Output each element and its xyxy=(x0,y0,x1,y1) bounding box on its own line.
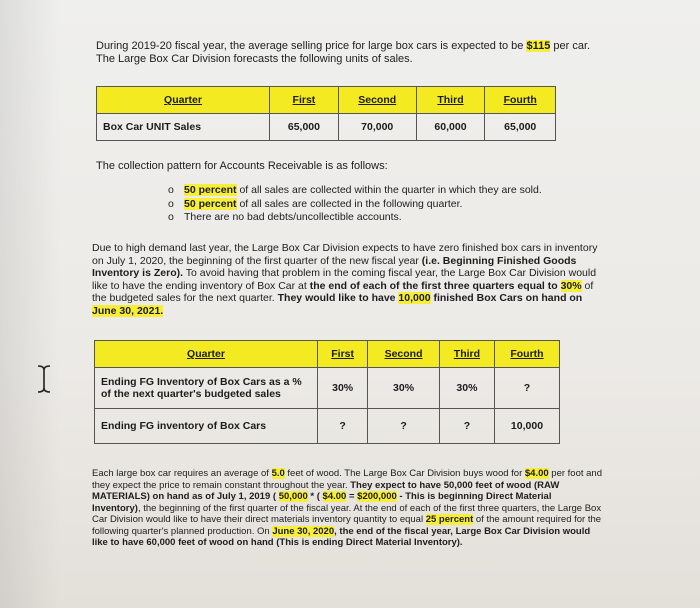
fg-units-q1: ? xyxy=(318,409,368,444)
text-cursor-icon xyxy=(36,364,52,402)
header-fourth: Fourth xyxy=(485,87,556,114)
intro-line1-end: per car. xyxy=(550,40,591,52)
sales-q2: 70,000 xyxy=(338,114,416,141)
fg-header-second: Second xyxy=(368,341,440,368)
fg-row-units xyxy=(95,409,560,444)
header-quarter: Quarter xyxy=(97,87,270,114)
fg-pct-q3: 30% xyxy=(439,368,494,409)
wood-text-j: Large Box Car Division would like to have 60,000 feet of wood on hand (This is ending Direct Material Inventory). xyxy=(92,525,591,548)
fg-table-header xyxy=(95,341,560,368)
fg-row-units-label: Ending FG inventory of Box Cars xyxy=(95,409,318,444)
wood-dash: - xyxy=(396,491,406,502)
wood-feet: 5.0 xyxy=(271,468,285,479)
bullet-marker: o xyxy=(168,184,174,196)
fg-header-fourth: Fourth xyxy=(494,341,559,368)
collection-heading: The collection pattern for Accounts Receivable is as follows: xyxy=(96,160,388,172)
page-shadow xyxy=(0,0,60,608)
bullet-item-3 xyxy=(168,211,542,225)
wood-text-g: , the beginning of the first quarter of the fiscal year. At the end of each of the first three quarters, the Large Box Car Division would like to have their direct materials inventory quantity to equal xyxy=(92,502,602,525)
fg-units-q3: ? xyxy=(439,409,494,444)
bullet-item-2 xyxy=(168,198,542,212)
fg-header-first: First xyxy=(318,341,368,368)
bullet-item-1 xyxy=(168,184,542,198)
wood-price: $4.00 xyxy=(524,468,549,479)
inventory-text-2: To avoid having that problem in the coming fiscal year, the Large Box Car Division would like to have the ending inventory of Box Car at xyxy=(92,267,597,292)
i-beam-icon xyxy=(36,364,52,394)
inventory-text-4: finished Box Cars on hand on xyxy=(430,292,583,304)
wood-date: June 30, 2020 xyxy=(272,525,335,537)
fg-units-q4: 10,000 xyxy=(494,409,559,444)
inventory-paragraph xyxy=(92,242,602,317)
inventory-amount: 10,000 xyxy=(398,292,431,304)
wood-text-b: feet of wood. The Large Box Car Division buys wood for xyxy=(284,468,525,479)
wood-unit-price: $4.00 xyxy=(322,491,347,502)
inventory-text-3b: They would like to have xyxy=(277,292,399,304)
sales-q1: 65,000 xyxy=(270,114,339,141)
bullet-highlight-2: 50 percent xyxy=(184,197,237,210)
sales-row-label: Box Car UNIT Sales xyxy=(97,114,270,141)
wood-equals: = xyxy=(346,491,358,502)
wood-total: $200,000 xyxy=(357,491,397,502)
inventory-text-3: of the budgeted sales for the next quarter. xyxy=(92,279,594,304)
fg-row-pct xyxy=(95,368,560,409)
wood-mult: * ( xyxy=(307,491,323,502)
wood-text-f: This is beginning Direct Material Inventory) xyxy=(92,491,552,514)
header-first: First xyxy=(270,87,339,114)
wood-text-d: They expect to have 50,000 feet of wood (RAW MATERIALS) on hand as of July 1, 2019 ( xyxy=(92,479,560,502)
inventory-pct: 30% xyxy=(560,279,582,292)
intro-line1: During 2019-20 fiscal year, the average selling price for large box cars is expected to be xyxy=(96,40,527,52)
wood-text-h: of the amount required for the following quarter's planned production. On xyxy=(92,514,602,537)
bullet-highlight-1: 50 percent xyxy=(184,184,237,196)
inventory-date: June 30, 2021. xyxy=(92,304,164,317)
bullet-text-3: There are no bad debts/uncollectible accounts. xyxy=(184,211,402,223)
price-highlight: $115 xyxy=(526,40,551,52)
collection-bullets xyxy=(168,184,542,225)
wood-pct: 25 percent xyxy=(425,514,474,525)
intro-line2: The Large Box Car Division forecasts the following units of sales. xyxy=(96,53,413,65)
wood-text-a: Each large box car requires an average of xyxy=(92,468,272,479)
inventory-text-2b: the end of each of the first three quarters equal to xyxy=(309,279,561,292)
wood-paragraph xyxy=(92,468,602,549)
inventory-text-1: Due to high demand last year, the Large Box Car Division expects to have zero finished box cars in inventory on July 1, 2020, the beginning of the first quarter of the new fiscal year xyxy=(92,242,598,267)
fg-pct-q4: ? xyxy=(494,368,559,409)
sales-row xyxy=(97,114,556,141)
sales-q4: 65,000 xyxy=(485,114,556,141)
header-third: Third xyxy=(416,87,485,114)
bullet-text-2: of all sales are collected in the following quarter. xyxy=(236,197,463,210)
sales-table xyxy=(96,86,556,141)
fg-pct-q1: 30% xyxy=(318,368,368,409)
bullet-marker: o xyxy=(168,211,174,223)
wood-text-i: , the end of the fiscal year, xyxy=(334,525,456,537)
bullet-text-1: of all sales are collected within the quarter in which they are sold. xyxy=(236,184,542,196)
bullet-marker: o xyxy=(168,197,174,210)
sales-q3: 60,000 xyxy=(416,114,485,141)
wood-qty: 50,000 xyxy=(278,491,308,502)
wood-text-c: per foot and they expect the price to remain constant throughout the year. xyxy=(92,468,603,491)
inventory-text-1b: (i.e. Beginning Finished Goods Inventory is Zero). xyxy=(92,254,577,279)
fg-units-q2: ? xyxy=(368,409,440,444)
fg-header-quarter: Quarter xyxy=(95,341,318,368)
intro-text xyxy=(96,40,626,66)
sales-table-header xyxy=(97,87,556,114)
fg-row-pct-label: Ending FG Inventory of Box Cars as a % of the next quarter's budgeted sales xyxy=(95,368,318,409)
fg-header-third: Third xyxy=(439,341,494,368)
header-second: Second xyxy=(338,87,416,114)
fg-inventory-table xyxy=(94,340,560,444)
fg-pct-q2: 30% xyxy=(368,368,440,409)
